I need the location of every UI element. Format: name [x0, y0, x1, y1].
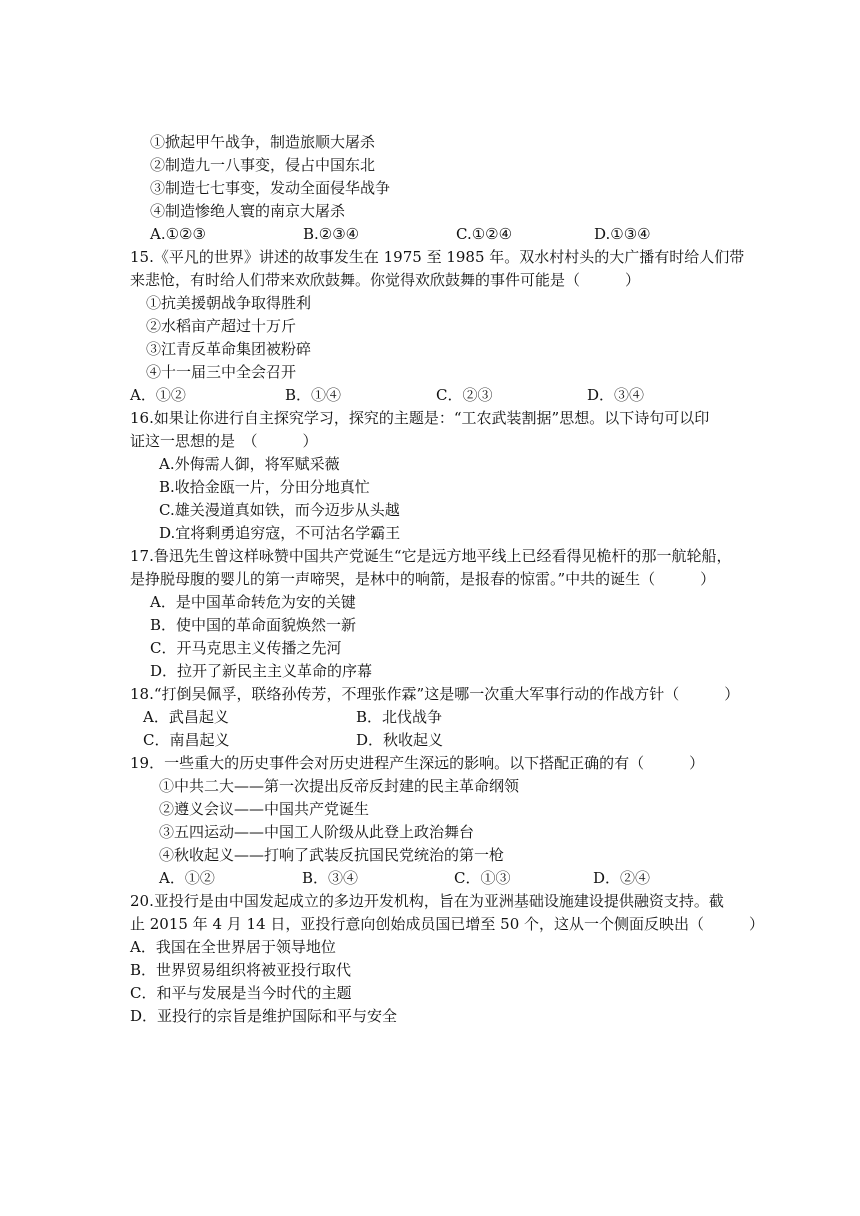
- q20-stem-line-1: 20.亚投行是由中国发起成立的多边开发机构，旨在为亚洲基础设施建设提供融资支持。截: [130, 892, 724, 910]
- q16-option-d: D.宜将剩勇追穷寇，不可沽名学霸王: [159, 524, 401, 542]
- q19-option-a: A．①②: [159, 869, 215, 887]
- q17-option-c: C．开马克思主义传播之先河: [150, 639, 342, 657]
- q18-option-c: C．南昌起义: [143, 731, 230, 749]
- q15-item-1: ①抗美援朝战争取得胜利: [146, 294, 312, 312]
- q16-option-a: A.外侮需人御，将军赋采薇: [159, 455, 340, 473]
- q14-item-2: ②制造九一八事变，侵占中国东北: [150, 156, 376, 174]
- q16-stem-line-2: 证这一思想的是 （ ）: [130, 432, 318, 450]
- q14-item-1: ①掀起甲午战争，制造旅顺大屠杀: [150, 133, 376, 151]
- q15-option-a: A．①②: [130, 386, 186, 404]
- q19-item-1: ①中共二大——第一次提出反帝反封建的民主革命纲领: [159, 777, 520, 795]
- q18-stem: 18.“打倒吴佩孚，联络孙传芳，不理张作霖”这是哪一次重大军事行动的作战方针（ ）: [130, 685, 740, 703]
- q14-option-a: A.①②③: [150, 225, 206, 243]
- q15-item-3: ③江青反革命集团被粉碎: [146, 340, 312, 358]
- q19-item-2: ②遵义会议——中国共产党诞生: [159, 800, 370, 818]
- q19-item-4: ④秋收起义——打响了武装反抗国民党统治的第一枪: [159, 846, 505, 864]
- q19-stem: 19．一些重大的历史事件会对历史进程产生深远的影响。以下搭配正确的有（ ）: [130, 754, 705, 772]
- q15-item-2: ②水稻亩产超过十万斤: [146, 317, 297, 335]
- q20-option-a: A．我国在全世界居于领导地位: [130, 938, 336, 956]
- q15-option-d: D．③④: [587, 386, 645, 404]
- q15-option-b: B．①④: [285, 386, 342, 404]
- q19-option-b: B．③④: [302, 869, 359, 887]
- q14-option-d: D.①③④: [594, 225, 651, 243]
- q15-item-4: ④十一届三中全会召开: [146, 363, 297, 381]
- q19-option-c: C．①③: [454, 869, 511, 887]
- q17-option-b: B．使中国的革命面貌焕然一新: [150, 616, 357, 634]
- q17-stem-line-1: 17.鲁迅先生曾这样咏赞中国共产党诞生“它是远方地平线上已经看得见桅杆的那一航轮船，: [130, 547, 732, 565]
- q20-option-c: C．和平与发展是当今时代的主题: [130, 984, 352, 1002]
- q16-stem-line-1: 16.如果让你进行自主探究学习，探究的主题是：“工农武装割据”思想。以下诗句可以印: [130, 409, 710, 427]
- q14-item-4: ④制造惨绝人寰的南京大屠杀: [150, 202, 346, 220]
- q14-option-c: C.①②④: [456, 225, 513, 243]
- q18-option-b: B．北伐战争: [356, 708, 443, 726]
- q14-option-b: B.②③④: [303, 225, 360, 243]
- q16-option-c: C.雄关漫道真如铁，而今迈步从头越: [159, 501, 400, 519]
- q15-stem-line-1: 15.《平凡的世界》讲述的故事发生在 1975 至 1985 年。双水村村头的大广播有时给人们带: [130, 248, 745, 266]
- q14-item-3: ③制造七七事变，发动全面侵华战争: [150, 179, 391, 197]
- q18-option-a: A．武昌起义: [143, 708, 229, 726]
- q17-stem-line-2: 是挣脱母腹的婴儿的第一声啼哭，是林中的响箭，是报春的惊雷。”中共的诞生（ ）: [130, 570, 716, 588]
- q20-option-b: B．世界贸易组织将被亚投行取代: [130, 961, 352, 979]
- q17-option-d: D．拉开了新民主主义革命的序幕: [150, 662, 373, 680]
- q15-option-c: C．②③: [436, 386, 493, 404]
- q20-option-d: D．亚投行的宗旨是维护国际和平与安全: [130, 1007, 398, 1025]
- q20-stem-line-2: 止 2015 年 4 月 14 日，亚投行意向创始成员国已增至 50 个，这从一个侧面反映出（ ）: [130, 915, 765, 933]
- q17-option-a: A．是中国革命转危为安的关键: [150, 593, 356, 611]
- q19-option-d: D．②④: [593, 869, 651, 887]
- q16-option-b: B.收拾金瓯一片，分田分地真忙: [159, 478, 370, 496]
- q15-stem-line-2: 来悲怆，有时给人们带来欢欣鼓舞。你觉得欢欣鼓舞的事件可能是（ ）: [130, 271, 641, 289]
- q18-option-d: D．秋收起义: [356, 731, 444, 749]
- q19-item-3: ③五四运动——中国工人阶级从此登上政治舞台: [159, 823, 475, 841]
